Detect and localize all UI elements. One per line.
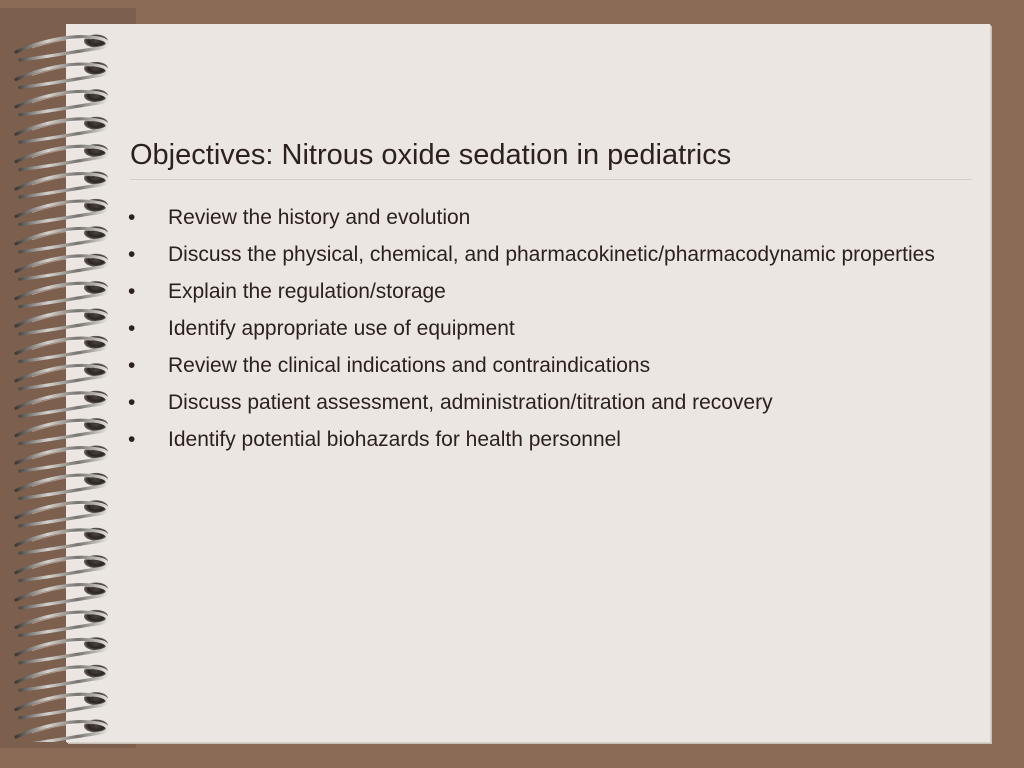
spiral-coil — [16, 418, 108, 444]
objective-item — [128, 278, 958, 306]
spiral-coil — [16, 89, 108, 115]
bullet-icon: • — [128, 317, 136, 340]
spiral-coil — [16, 226, 108, 252]
spiral-coil — [16, 555, 108, 581]
spiral-coil — [16, 665, 108, 691]
spiral-coil — [16, 583, 108, 609]
bullet-icon: • — [128, 243, 136, 266]
spiral-coil — [16, 254, 108, 280]
objective-item — [128, 315, 958, 343]
objective-text: Discuss patient assessment, administration/titration and recovery — [168, 391, 773, 414]
spiral-coil — [16, 446, 108, 472]
spiral-coil — [16, 336, 108, 362]
spiral-coil — [16, 473, 108, 499]
objective-text: Identify appropriate use of equipment — [168, 317, 515, 340]
title-divider — [130, 179, 972, 180]
spiral-coil — [16, 363, 108, 389]
spiral-coil — [16, 692, 108, 718]
spiral-coil — [16, 309, 108, 335]
objective-item — [128, 389, 958, 417]
objective-item — [128, 352, 958, 380]
objective-text: Review the history and evolution — [168, 206, 471, 229]
spiral-coil — [16, 35, 108, 61]
spiral-coil — [16, 610, 108, 636]
spiral-coil — [16, 117, 108, 143]
bullet-icon: • — [128, 428, 136, 451]
spiral-coil — [16, 391, 108, 417]
spiral-coil — [16, 144, 108, 170]
spiral-coil — [16, 281, 108, 307]
objective-text: Review the clinical indications and contraindications — [168, 354, 651, 377]
spiral-coil — [16, 172, 108, 198]
bullet-icon: • — [128, 354, 136, 377]
spiral-coil — [16, 637, 108, 663]
bullet-icon: • — [128, 206, 136, 229]
objectives-list — [128, 204, 958, 463]
spiral-coil — [16, 720, 108, 743]
objective-text: Explain the regulation/storage — [168, 280, 446, 303]
objective-text: Identify potential biohazards for health personnel — [168, 428, 621, 451]
spiral-coil — [16, 500, 108, 526]
spiral-binding-icon — [14, 30, 118, 742]
bullet-icon: • — [128, 391, 136, 414]
objective-item — [128, 241, 958, 269]
bullet-icon: • — [128, 280, 136, 303]
spiral-coil — [16, 199, 108, 225]
objective-item — [128, 204, 958, 232]
slide-title: Objectives: Nitrous oxide sedation in pediatrics — [130, 139, 732, 171]
spiral-coil — [16, 62, 108, 88]
objective-text: Discuss the physical, chemical, and pharmacokinetic/pharmacodynamic properties — [168, 243, 935, 266]
spiral-coil — [16, 528, 108, 554]
objective-item — [128, 426, 958, 454]
